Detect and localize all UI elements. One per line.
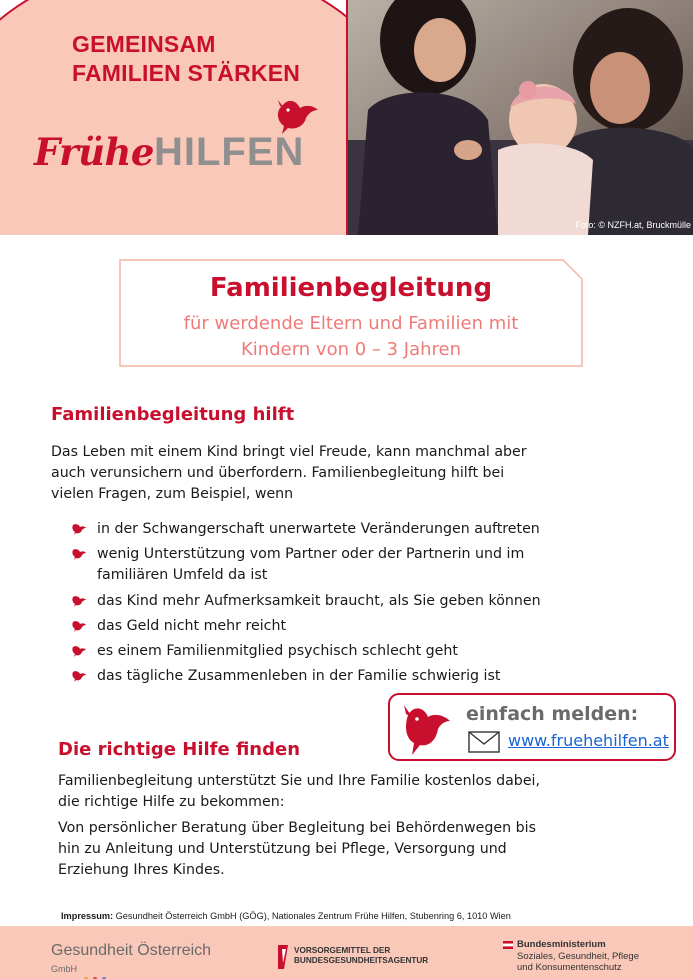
ministry-title: Bundesministerium bbox=[517, 939, 606, 950]
intro-line2: auch verunsichern und überfordern. Familienbegleitung hilft bei bbox=[51, 465, 505, 481]
contact-label: einfach melden: bbox=[466, 703, 639, 725]
list-item bbox=[72, 591, 592, 612]
para2-line2: hin zu Anleitung und Unterstützung bei Pflege, Versorgung und bbox=[58, 841, 507, 857]
bird-bullet-icon bbox=[72, 595, 86, 607]
ministry-line1: Soziales, Gesundheit, Pflege bbox=[517, 951, 639, 962]
family-photo bbox=[346, 0, 693, 235]
list-item-line1: das Kind mehr Aufmerksamkeit braucht, als Sie geben können bbox=[97, 592, 541, 609]
goeg-dots-icon bbox=[84, 966, 114, 972]
page-title: Familienbegleitung bbox=[209, 273, 493, 303]
bird-bullet-icon bbox=[72, 645, 86, 657]
para1-line2: die richtige Hilfe zu bekommen: bbox=[58, 794, 285, 810]
goeg-logo-name: Gesundheit Österreich bbox=[51, 942, 212, 959]
austria-flag-icon bbox=[503, 941, 513, 949]
list-item-line1: das Geld nicht mehr reicht bbox=[97, 617, 287, 634]
list-item bbox=[72, 616, 592, 637]
list-item bbox=[72, 666, 592, 687]
family-photo-illustration bbox=[348, 0, 693, 235]
subtitle-line1: für werdende Eltern und Familien mit bbox=[183, 313, 519, 334]
logo-script: Frühe bbox=[34, 130, 154, 174]
list-item-line1: das tägliche Zusammenleben in der Familie schwierig ist bbox=[97, 668, 501, 685]
tagline-line2: FAMILIEN STÄRKEN bbox=[72, 60, 301, 86]
bird-icon bbox=[402, 701, 452, 755]
contact-box bbox=[388, 693, 676, 761]
section2-para2 bbox=[58, 818, 618, 881]
para1-line1: Familienbegleitung unterstützt Sie und Ihre Familie kostenlos dabei, bbox=[58, 773, 540, 789]
list-item-line2: familiären Umfeld da ist bbox=[97, 567, 268, 584]
intro-line3: vielen Fragen, zum Beispiel, wenn bbox=[51, 486, 294, 502]
section-intro bbox=[51, 442, 591, 505]
tagline bbox=[72, 30, 300, 88]
vorsorgemittel-text bbox=[294, 946, 428, 966]
photo-credit: Foto: © NZFH.at, Bruckmülle bbox=[575, 220, 691, 230]
list-item bbox=[72, 544, 592, 586]
logo-caps: HILFEN bbox=[153, 130, 305, 174]
page-subtitle bbox=[119, 311, 583, 363]
list-item-line1: in der Schwangerschaft unerwartete Veränderungen auftreten bbox=[97, 521, 540, 537]
section2-para1 bbox=[58, 771, 618, 813]
vm-line1: VORSORGEMITTEL DER bbox=[294, 946, 391, 955]
goeg-logo-sub: GmbH bbox=[51, 964, 78, 974]
tagline-line1: GEMEINSAM bbox=[72, 31, 216, 57]
header-banner bbox=[0, 0, 693, 235]
title-box bbox=[119, 259, 583, 367]
intro-line1: Das Leben mit einem Kind bringt viel Freude, kann manchmal aber bbox=[51, 444, 527, 460]
bird-bullet-icon bbox=[72, 548, 86, 560]
para2-line1: Von persönlicher Beratung über Begleitung bei Behördenwegen bis bbox=[58, 820, 536, 836]
impressum-label: Impressum: bbox=[61, 911, 114, 921]
subtitle-line2: Kindern von 0 – 3 Jahren bbox=[240, 339, 462, 360]
impressum-text: Gesundheit Österreich GmbH (GÖG), Nationales Zentrum Frühe Hilfen, Stubenring 6, 1010 Wien bbox=[113, 911, 511, 921]
website-link[interactable]: www.fruehehilfen.at bbox=[508, 731, 669, 750]
ministry-line2: und Konsumentenschutz bbox=[517, 962, 622, 973]
section-heading-find-help: Die richtige Hilfe finden bbox=[58, 739, 301, 760]
list-item-line1: es einem Familienmitglied psychisch schlecht geht bbox=[97, 643, 458, 660]
list-item bbox=[72, 641, 592, 662]
list-item-line1: wenig Unterstützung vom Partner oder der Partnerin und im bbox=[97, 546, 525, 563]
vm-line2: BUNDESGESUNDHEITSAGENTUR bbox=[294, 956, 429, 965]
fruehe-hilfen-logo bbox=[34, 130, 304, 180]
bird-bullet-icon bbox=[72, 523, 86, 535]
ministry-subtitle bbox=[517, 951, 639, 973]
impressum bbox=[61, 911, 511, 921]
footer bbox=[0, 926, 693, 979]
para2-line3: Erziehung Ihres Kindes. bbox=[58, 862, 225, 878]
bird-bullet-icon bbox=[72, 670, 86, 682]
list-item bbox=[72, 519, 592, 540]
section-heading-help: Familienbegleitung hilft bbox=[51, 404, 295, 425]
mail-icon bbox=[468, 731, 500, 753]
help-list bbox=[72, 519, 592, 692]
bird-bullet-icon bbox=[72, 620, 86, 632]
vorsorgemittel-logo-icon bbox=[276, 943, 290, 971]
